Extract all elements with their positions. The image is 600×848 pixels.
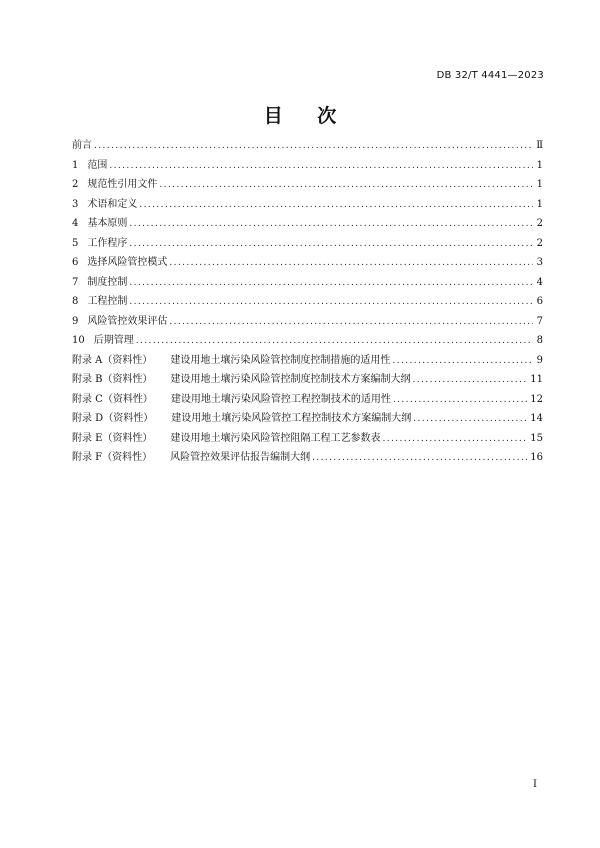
toc-entry-9[interactable] xyxy=(72,312,543,332)
dot-leader xyxy=(392,356,533,366)
toc-entry-number: 附录 B（资料性） xyxy=(72,374,153,385)
toc-entry-number: 附录 A（资料性） xyxy=(72,354,153,366)
toc-entry-page: 15 xyxy=(530,432,543,444)
dot-leader xyxy=(312,453,528,463)
dot-leader xyxy=(382,434,528,444)
toc-entry-label: 基本原则 xyxy=(87,218,128,229)
dot-leader xyxy=(139,200,533,210)
toc-entry-number: 10 xyxy=(72,335,85,346)
toc-entry-page: 9 xyxy=(536,354,543,366)
toc-entry-number: 2 xyxy=(72,179,79,190)
toc-entry-number: 4 xyxy=(72,218,79,229)
toc-entry-page: 4 xyxy=(536,276,543,288)
toc-entry-6[interactable] xyxy=(72,253,543,273)
toc-entry-page: 16 xyxy=(530,452,543,463)
dot-leader xyxy=(129,278,533,288)
page-title: 目 次 xyxy=(263,105,337,127)
toc-entry-label: 风险管控效果评估 xyxy=(87,315,168,327)
dot-leader xyxy=(94,141,533,151)
toc-entry-page: 11 xyxy=(530,374,543,385)
toc-entry-label: 建设用地土壤污染风险管控制度控制措施的适用性 xyxy=(170,354,391,366)
toc-entry-label: 建设用地土壤污染风险管控工程控制技术的适用性 xyxy=(170,393,391,405)
dot-leader xyxy=(169,258,533,268)
toc-entry-label: 范围 xyxy=(87,159,108,171)
toc-entry-1[interactable] xyxy=(72,156,543,176)
toc-entry-number: 9 xyxy=(72,315,79,327)
toc-entry-8[interactable] xyxy=(72,292,543,312)
toc-entry-label: 工作程序 xyxy=(87,237,128,249)
toc-entry-label: 工程控制 xyxy=(87,296,128,307)
toc-entry-label: 选择风险管控模式 xyxy=(87,257,168,268)
toc-entry-2[interactable] xyxy=(72,175,543,195)
toc-entry-label: 前言 xyxy=(72,140,92,151)
document-code: DB 32/T 4441—2023 xyxy=(436,70,544,81)
toc-entry-page: Ⅱ xyxy=(536,140,543,151)
dot-leader xyxy=(129,219,533,229)
toc-entry-3[interactable] xyxy=(72,195,543,215)
toc-entry-label: 建设用地土壤污染风险管控工程控制技术方案编制大纲 xyxy=(171,413,412,424)
toc-entry-label: 术语和定义 xyxy=(87,198,138,210)
toc-entry-4[interactable] xyxy=(72,214,543,234)
dot-leader xyxy=(109,161,533,171)
dot-leader xyxy=(159,180,533,190)
toc-entry-label: 建设用地土壤污染风险管控阻隔工程工艺参数表 xyxy=(170,432,381,444)
toc-entry-number: 附录 C（资料性） xyxy=(72,393,153,405)
toc-entry-appendix-f[interactable] xyxy=(72,448,543,468)
toc-entry-5[interactable] xyxy=(72,234,543,254)
toc-entry-appendix-c[interactable] xyxy=(72,390,543,410)
dot-leader xyxy=(169,317,533,327)
toc-entry-label: 风险管控效果评估报告编制大纲 xyxy=(170,452,311,463)
toc-entry-page: 7 xyxy=(536,315,543,327)
toc-entry-appendix-b[interactable] xyxy=(72,370,543,390)
toc-entry-page: 2 xyxy=(536,218,543,229)
toc-entry-label: 制度控制 xyxy=(87,276,128,288)
toc-entry-label: 规范性引用文件 xyxy=(87,179,158,190)
toc-entry-number: 3 xyxy=(72,198,79,210)
table-of-contents xyxy=(72,136,543,468)
toc-entry-foreword[interactable] xyxy=(72,136,543,156)
toc-entry-page: 1 xyxy=(536,179,543,190)
dot-leader xyxy=(136,336,533,346)
toc-entry-page: 12 xyxy=(530,393,543,405)
toc-entry-appendix-d[interactable] xyxy=(72,409,543,429)
toc-entry-number: 8 xyxy=(72,296,79,307)
toc-entry-number: 6 xyxy=(72,257,79,268)
toc-entry-number: 5 xyxy=(72,237,79,249)
toc-entry-label: 后期管理 xyxy=(93,335,134,346)
toc-entry-number: 1 xyxy=(72,159,79,171)
toc-entry-label: 建设用地土壤污染风险管控制度控制技术方案编制大纲 xyxy=(170,374,411,385)
dot-leader xyxy=(413,414,528,424)
toc-entry-page: 1 xyxy=(536,159,543,171)
toc-entry-7[interactable] xyxy=(72,273,543,293)
dot-leader xyxy=(413,375,529,385)
toc-entry-page: 8 xyxy=(536,335,543,346)
toc-entry-number: 附录 E（资料性） xyxy=(72,432,153,444)
dot-leader xyxy=(129,297,533,307)
toc-entry-number: 附录 D（资料性） xyxy=(72,413,154,424)
toc-entry-number: 附录 F（资料性） xyxy=(72,452,153,463)
toc-entry-appendix-e[interactable] xyxy=(72,429,543,449)
dot-leader xyxy=(393,395,528,405)
dot-leader xyxy=(129,239,533,249)
toc-entry-appendix-a[interactable] xyxy=(72,351,543,371)
toc-entry-number: 7 xyxy=(72,276,79,288)
toc-entry-page: 3 xyxy=(536,257,543,268)
toc-entry-page: 1 xyxy=(536,198,543,210)
page-number: I xyxy=(533,779,537,790)
toc-entry-page: 2 xyxy=(536,237,543,249)
toc-entry-10[interactable] xyxy=(72,331,543,351)
toc-entry-page: 14 xyxy=(530,413,543,424)
toc-entry-page: 6 xyxy=(536,296,543,307)
